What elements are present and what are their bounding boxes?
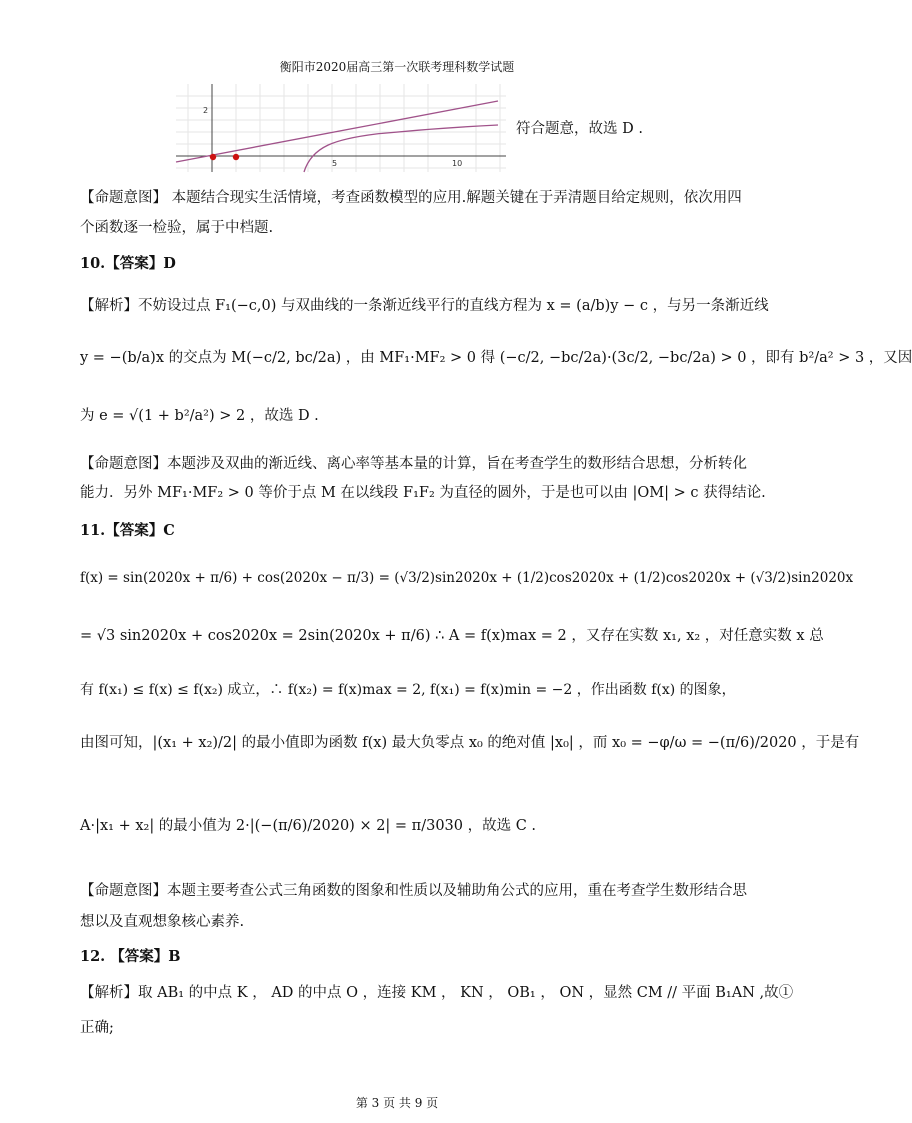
q10-solution-line2: y = −(b/a)x 的交点为 M(−c/2, bc/2a) ，由 MF₁·MF₂ > 0 得 (−c/2, −bc/2a)·(3c/2, −bc/2a) > 0 ，即有 b²/a² > 3 ，又因 [80, 350, 912, 366]
q11-intent-line2: 想以及直观想象核心素养. [80, 914, 245, 930]
q9-intent-line1: 【命题意图】 本题结合现实生活情境，考查函数模型的应用.解题关键在于弄清题目给定规则，依次用四 [80, 190, 742, 206]
q11-solution-line4: 由图可知，|(x₁ + x₂)/2| 的最小值即为函数 f(x) 最大负零点 x₀ 的绝对值 |x₀| ，而 x₀ = −φ/ω = −(π/6)/2020 ，于是有 [80, 735, 860, 751]
function-graph [176, 84, 506, 172]
q11-solution-line2: = √3 sin2020x + cos2020x = 2sin(2020x + π/6) ∴ A = f(x)max = 2 ，又存在实数 x₁, x₂ ，对任意实数 x 总 [80, 628, 824, 644]
x-tick-label: 5 [332, 159, 338, 168]
page-footer: 第 3 页 共 9 页 [355, 1096, 439, 1110]
q12-answer: 12. 【答案】B [80, 948, 181, 965]
graph-caption: 符合题意，故选 D . [516, 121, 643, 137]
q11-answer: 11.【答案】C [80, 522, 175, 539]
q11-solution-line5: A·|x₁ + x₂| 的最小值为 2·|(−(π/6)/2020) × 2| = π/3030 ，故选 C . [80, 818, 537, 834]
x-tick-label: 10 [452, 159, 463, 168]
q11-solution-line3: 有 f(x₁) ≤ f(x) ≤ f(x₂) 成立，∴ f(x₂) = f(x)max = 2, f(x₁) = f(x)min = −2 ，作出函数 f(x) 的图象， [80, 682, 736, 698]
q10-solution-line3: 为 e = √(1 + b²/a²) > 2 ，故选 D . [80, 408, 319, 424]
q12-solution-line1: 【解析】取 AB₁ 的中点 K ， AD 的中点 O ，连接 KM ， KN ， OB₁ ， ON ，显然 CM // 平面 B₁AN ,故① [80, 985, 794, 1001]
q11-intent-line1: 【命题意图】本题主要考查公式三角函数的图象和性质以及辅助角公式的应用，重在考查学生数形结合思 [80, 883, 747, 899]
q10-intent-line1: 【命题意图】本题涉及双曲的渐近线、离心率等基本量的计算，旨在考查学生的数形结合思想，分析转化 [80, 456, 747, 472]
q10-solution-line1: 【解析】不妨设过点 F₁(−c,0) 与双曲线的一条渐近线平行的直线方程为 x = (a/b)y − c ，与另一条渐近线 [80, 298, 769, 314]
q10-answer: 10.【答案】D [80, 255, 176, 272]
y-tick-label: 2 [203, 106, 209, 115]
intersection-point [210, 154, 216, 160]
q12-solution-line2: 正确; [80, 1020, 114, 1036]
q10-intent-line2: 能力．另外 MF₁·MF₂ > 0 等价于点 M 在以线段 F₁F₂ 为直径的圆外，于是也可以由 |OM| > c 获得结论. [80, 485, 766, 501]
intersection-point [233, 154, 239, 160]
q9-intent-line2: 个函数逐一检验，属于中档题. [80, 220, 274, 236]
page-header: 衡阳市2020届高三第一次联考理科数学试题 [279, 60, 515, 74]
q11-solution-line1: f(x) = sin(2020x + π/6) + cos(2020x − π/3) = (√3/2)sin2020x + (1/2)cos2020x + (1/2)cos2020x + (√3/2)sin2020x [80, 570, 854, 586]
